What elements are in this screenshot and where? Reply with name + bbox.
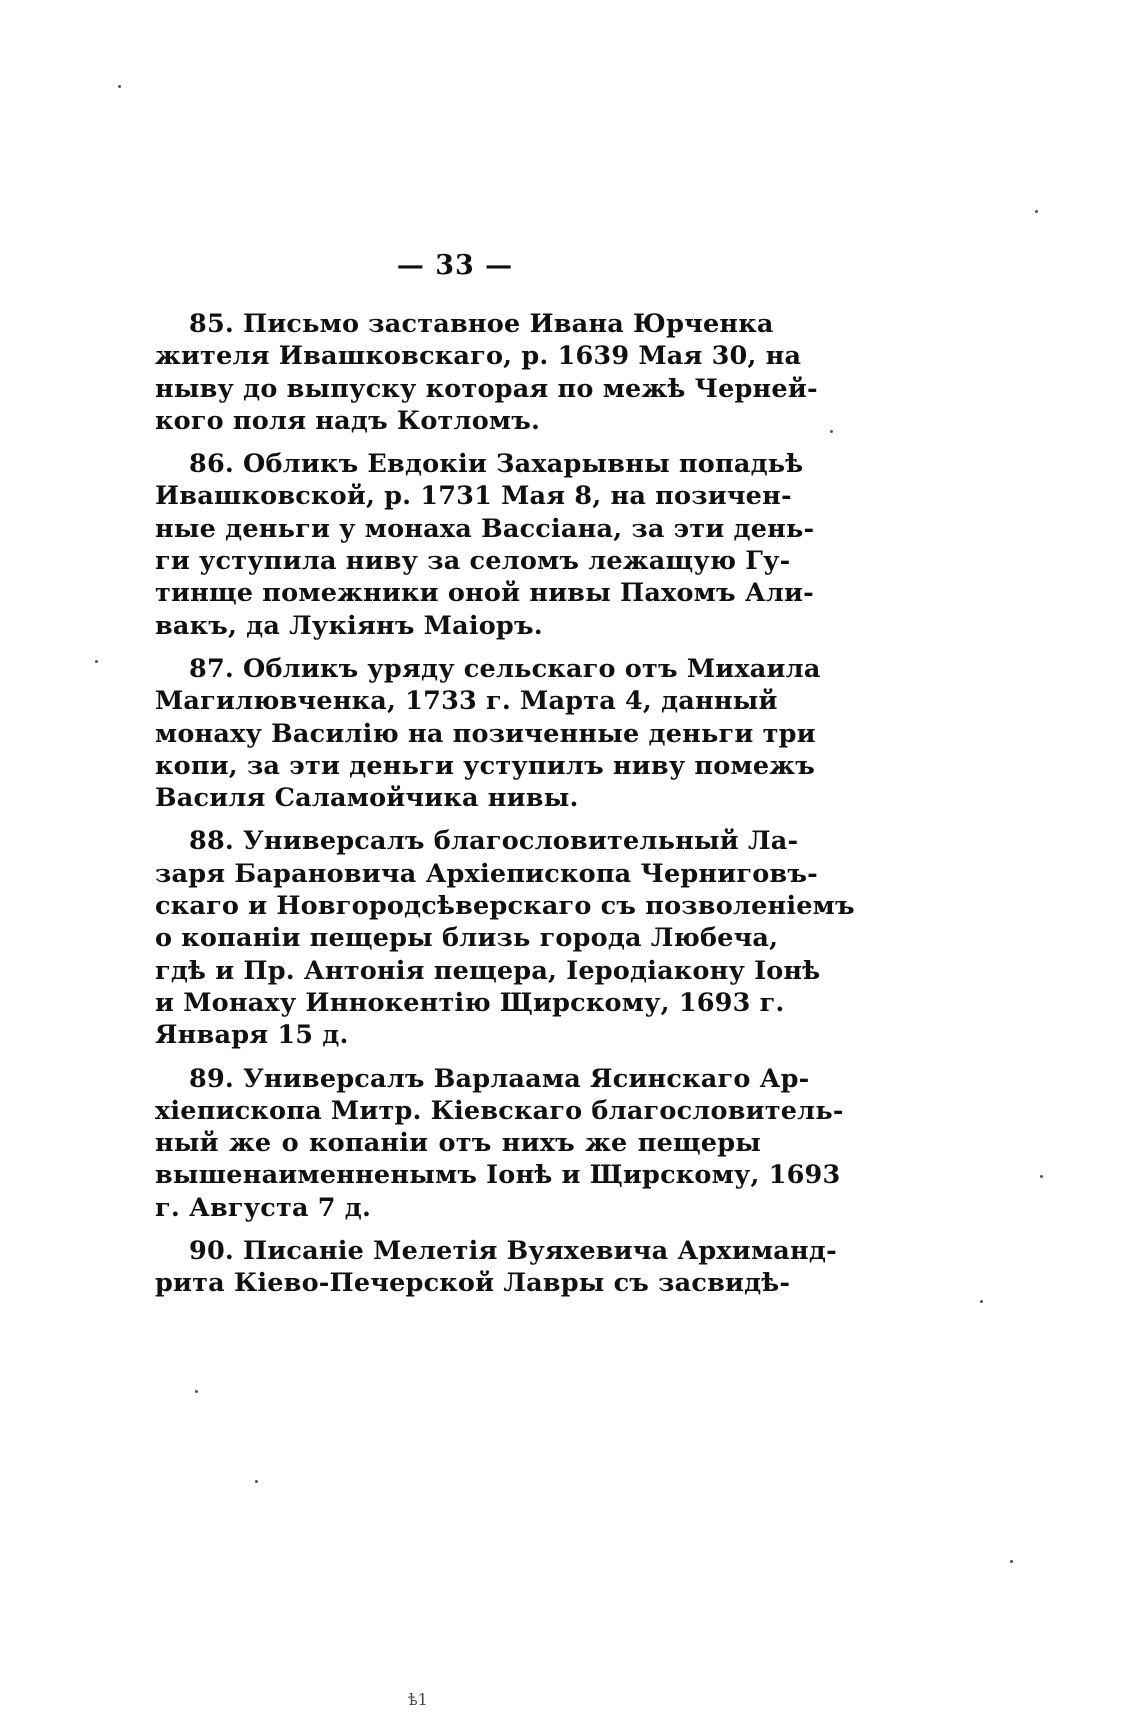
entry-line: 88. Универсалъ благословительный Ла- (189, 826, 799, 857)
scan-speck (95, 660, 98, 663)
entry-line: 85. Письмо заставное Ивана Юрченка (189, 309, 774, 339)
entry-line: рита Кіево-Печерской Лавры съ засвидѣ- (155, 1268, 791, 1299)
entry-89 (155, 1063, 844, 1224)
entry-line: монаху Василію на позиченные деньги три (155, 718, 816, 749)
entry-line: о копаніи пещеры близь города Любеча, (155, 923, 779, 954)
entry-line: жителя Ивашковскаго, р. 1639 Мая 30, на (155, 341, 802, 372)
entry-88 (155, 825, 855, 1051)
entry-line: вакъ, да Лукіянъ Маіоръ. (155, 610, 543, 641)
entry-line: ный же о копаніи отъ нихъ же пещеры (155, 1128, 761, 1159)
entry-90 (155, 1235, 837, 1300)
entry-line: и Монаху Иннокентію Щирскому, 1693 г. (155, 987, 785, 1018)
entry-line: ги уступила ниву за селомъ лежащую Гу- (155, 546, 791, 577)
entry-line: 90. Писаніе Мелетія Вуяхевича Архиманд- (189, 1236, 837, 1267)
entry-line: копи, за эти деньги уступилъ ниву помежъ (155, 750, 815, 781)
entry-line: ныву до выпуску которая по межѣ Черней- (155, 373, 818, 404)
scan-speck (195, 1390, 198, 1393)
entry-line: заря Барановича Архіепископа Черниговъ- (155, 858, 818, 889)
entry-line: 86. Обликъ Евдокіи Захарывны попадьѣ (189, 449, 804, 480)
entry-86 (155, 448, 815, 642)
entry-line: Января 15 д. (155, 1020, 349, 1051)
entry-line: 87. Обликъ уряду сельскаго отъ Михаила (189, 653, 821, 684)
footer-mark: ѣ1 (408, 1690, 428, 1709)
entry-line: Ивашковской, р. 1731 Мая 8, на позичен- (155, 481, 792, 512)
entry-line: Магилювченка, 1733 г. Марта 4, данный (155, 686, 778, 717)
scan-speck (830, 430, 833, 433)
scan-speck (1035, 210, 1038, 213)
scan-speck (255, 1480, 258, 1483)
scan-speck (118, 85, 121, 88)
entry-line: хіепископа Митр. Кіевскаго благословитель- (155, 1095, 844, 1126)
entry-line: вышенаименненымъ Іонѣ и Щирскому, 1693 (155, 1160, 841, 1191)
entry-85 (155, 308, 818, 437)
entry-line: скаго и Новгородсѣверскаго съ позволеніемъ (155, 891, 855, 922)
entry-line: ные деньги у монаха Вассіана, за эти день- (155, 513, 815, 544)
scan-speck (1010, 1560, 1013, 1563)
entry-line: Василя Саламойчика нивы. (155, 783, 579, 814)
entry-line: 89. Универсалъ Варлаама Ясинскаго Ар- (189, 1063, 810, 1094)
entry-87 (155, 653, 821, 814)
entry-line: тинще помежники оной нивы Пахомъ Али- (155, 578, 814, 609)
scan-speck (980, 1300, 983, 1303)
entry-line: г. Августа 7 д. (155, 1192, 372, 1223)
page-number: — 33 — (396, 250, 514, 281)
entry-line: кого поля надъ Котломъ. (155, 405, 541, 436)
scan-speck (1040, 1175, 1043, 1178)
entry-line: гдѣ и Пр. Антонія пещера, Іеродіакону Іонѣ (155, 955, 821, 986)
text-block (155, 308, 855, 1311)
